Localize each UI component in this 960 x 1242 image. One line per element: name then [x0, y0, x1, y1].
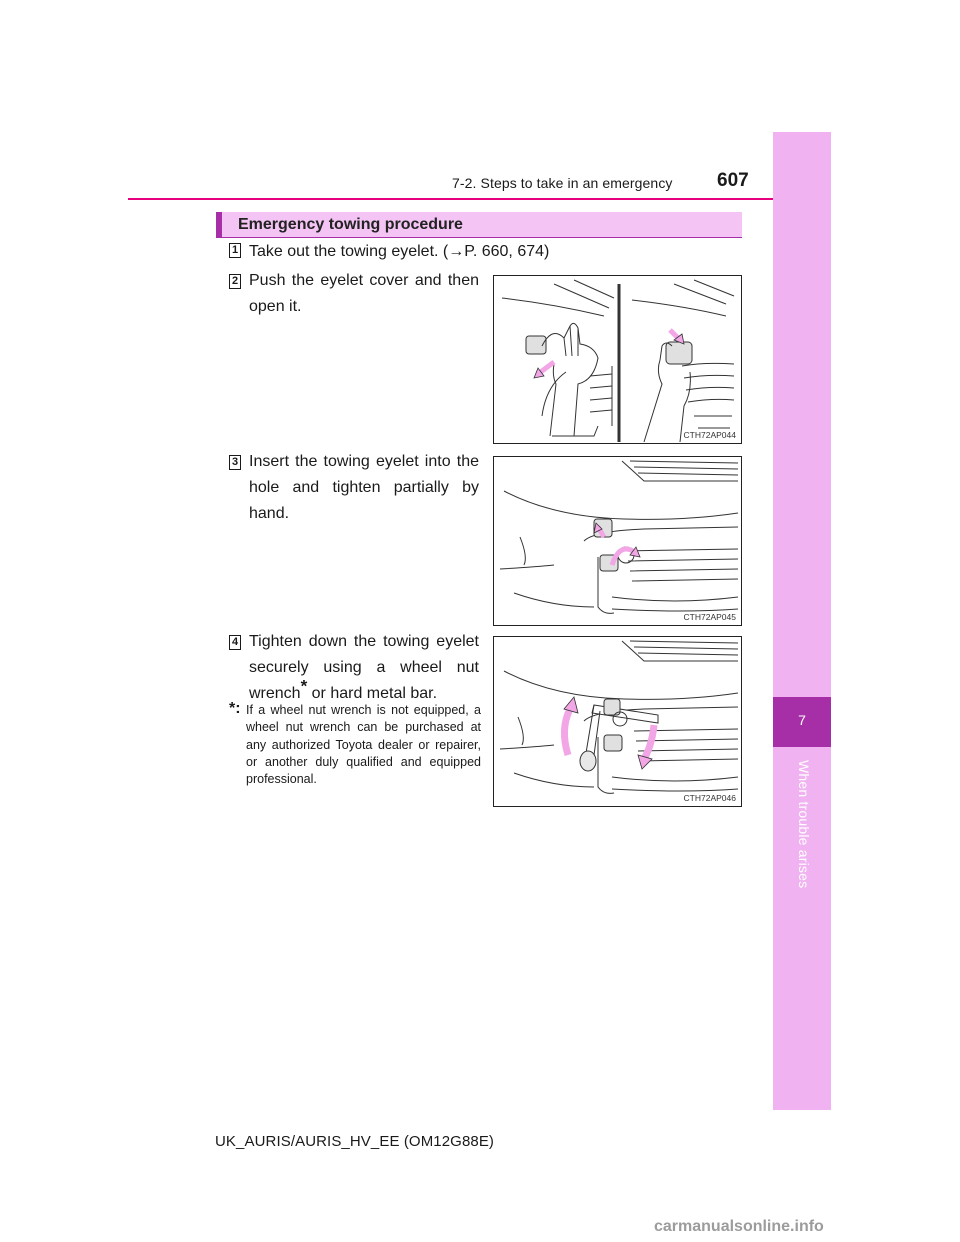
watermark: carmanualsonline.info: [654, 1218, 824, 1235]
step-1-badge: 1: [229, 243, 241, 258]
step-3-illustration: [493, 456, 742, 626]
step-4-text-main: Tighten down the towing eyelet securely using a wheel nut wrench: [249, 633, 479, 702]
section-title: Emergency towing procedure: [238, 216, 463, 233]
step-4-asterisk: *: [300, 676, 308, 696]
step-4-image-code: CTH72AP046: [683, 793, 736, 803]
chapter-side-tab: [773, 132, 831, 1110]
step-2-image-code: CTH72AP044: [683, 430, 736, 440]
step-4-illustration: [493, 636, 742, 807]
step-2-text: Push the eyelet cover and then open it.: [249, 272, 479, 315]
header-section-path: 7-2. Steps to take in an emergency: [452, 175, 673, 191]
step-4-text: [249, 629, 479, 707]
step-3-image-code: CTH72AP045: [683, 612, 736, 622]
footnote-marker: *:: [229, 700, 241, 717]
chapter-number: 7: [798, 712, 806, 728]
chapter-title: When trouble arises: [796, 760, 812, 889]
step-3-text: Insert the towing eyelet into the hole and tighten partially by hand.: [249, 453, 479, 522]
wheel-nut-wrench-illustration: [494, 637, 741, 806]
step-2-illustration: [493, 275, 742, 444]
eyelet-cover-illustration: [494, 276, 741, 443]
footnote-text: If a wheel nut wrench is not equipped, a wheel nut wrench can be purchased at any authorized Toyota dealer or repairer, or another duly qualified and equipped professional.: [246, 703, 481, 787]
towing-eyelet-insert-illustration: [494, 457, 741, 625]
footer-manual-code: UK_AURIS/AURIS_HV_EE (OM12G88E): [215, 1133, 495, 1150]
step-1-text: Take out the towing eyelet. (→P. 660, 674): [249, 243, 550, 260]
page-number: 607: [717, 170, 749, 191]
step-4-text-end: or hard metal bar.: [307, 685, 438, 702]
section-underline: [216, 237, 742, 238]
section-header-bar: [216, 212, 742, 238]
step-4-badge: 4: [229, 635, 241, 650]
header-divider: [128, 198, 831, 200]
step-3-badge: 3: [229, 455, 241, 470]
step-2-badge: 2: [229, 274, 241, 289]
